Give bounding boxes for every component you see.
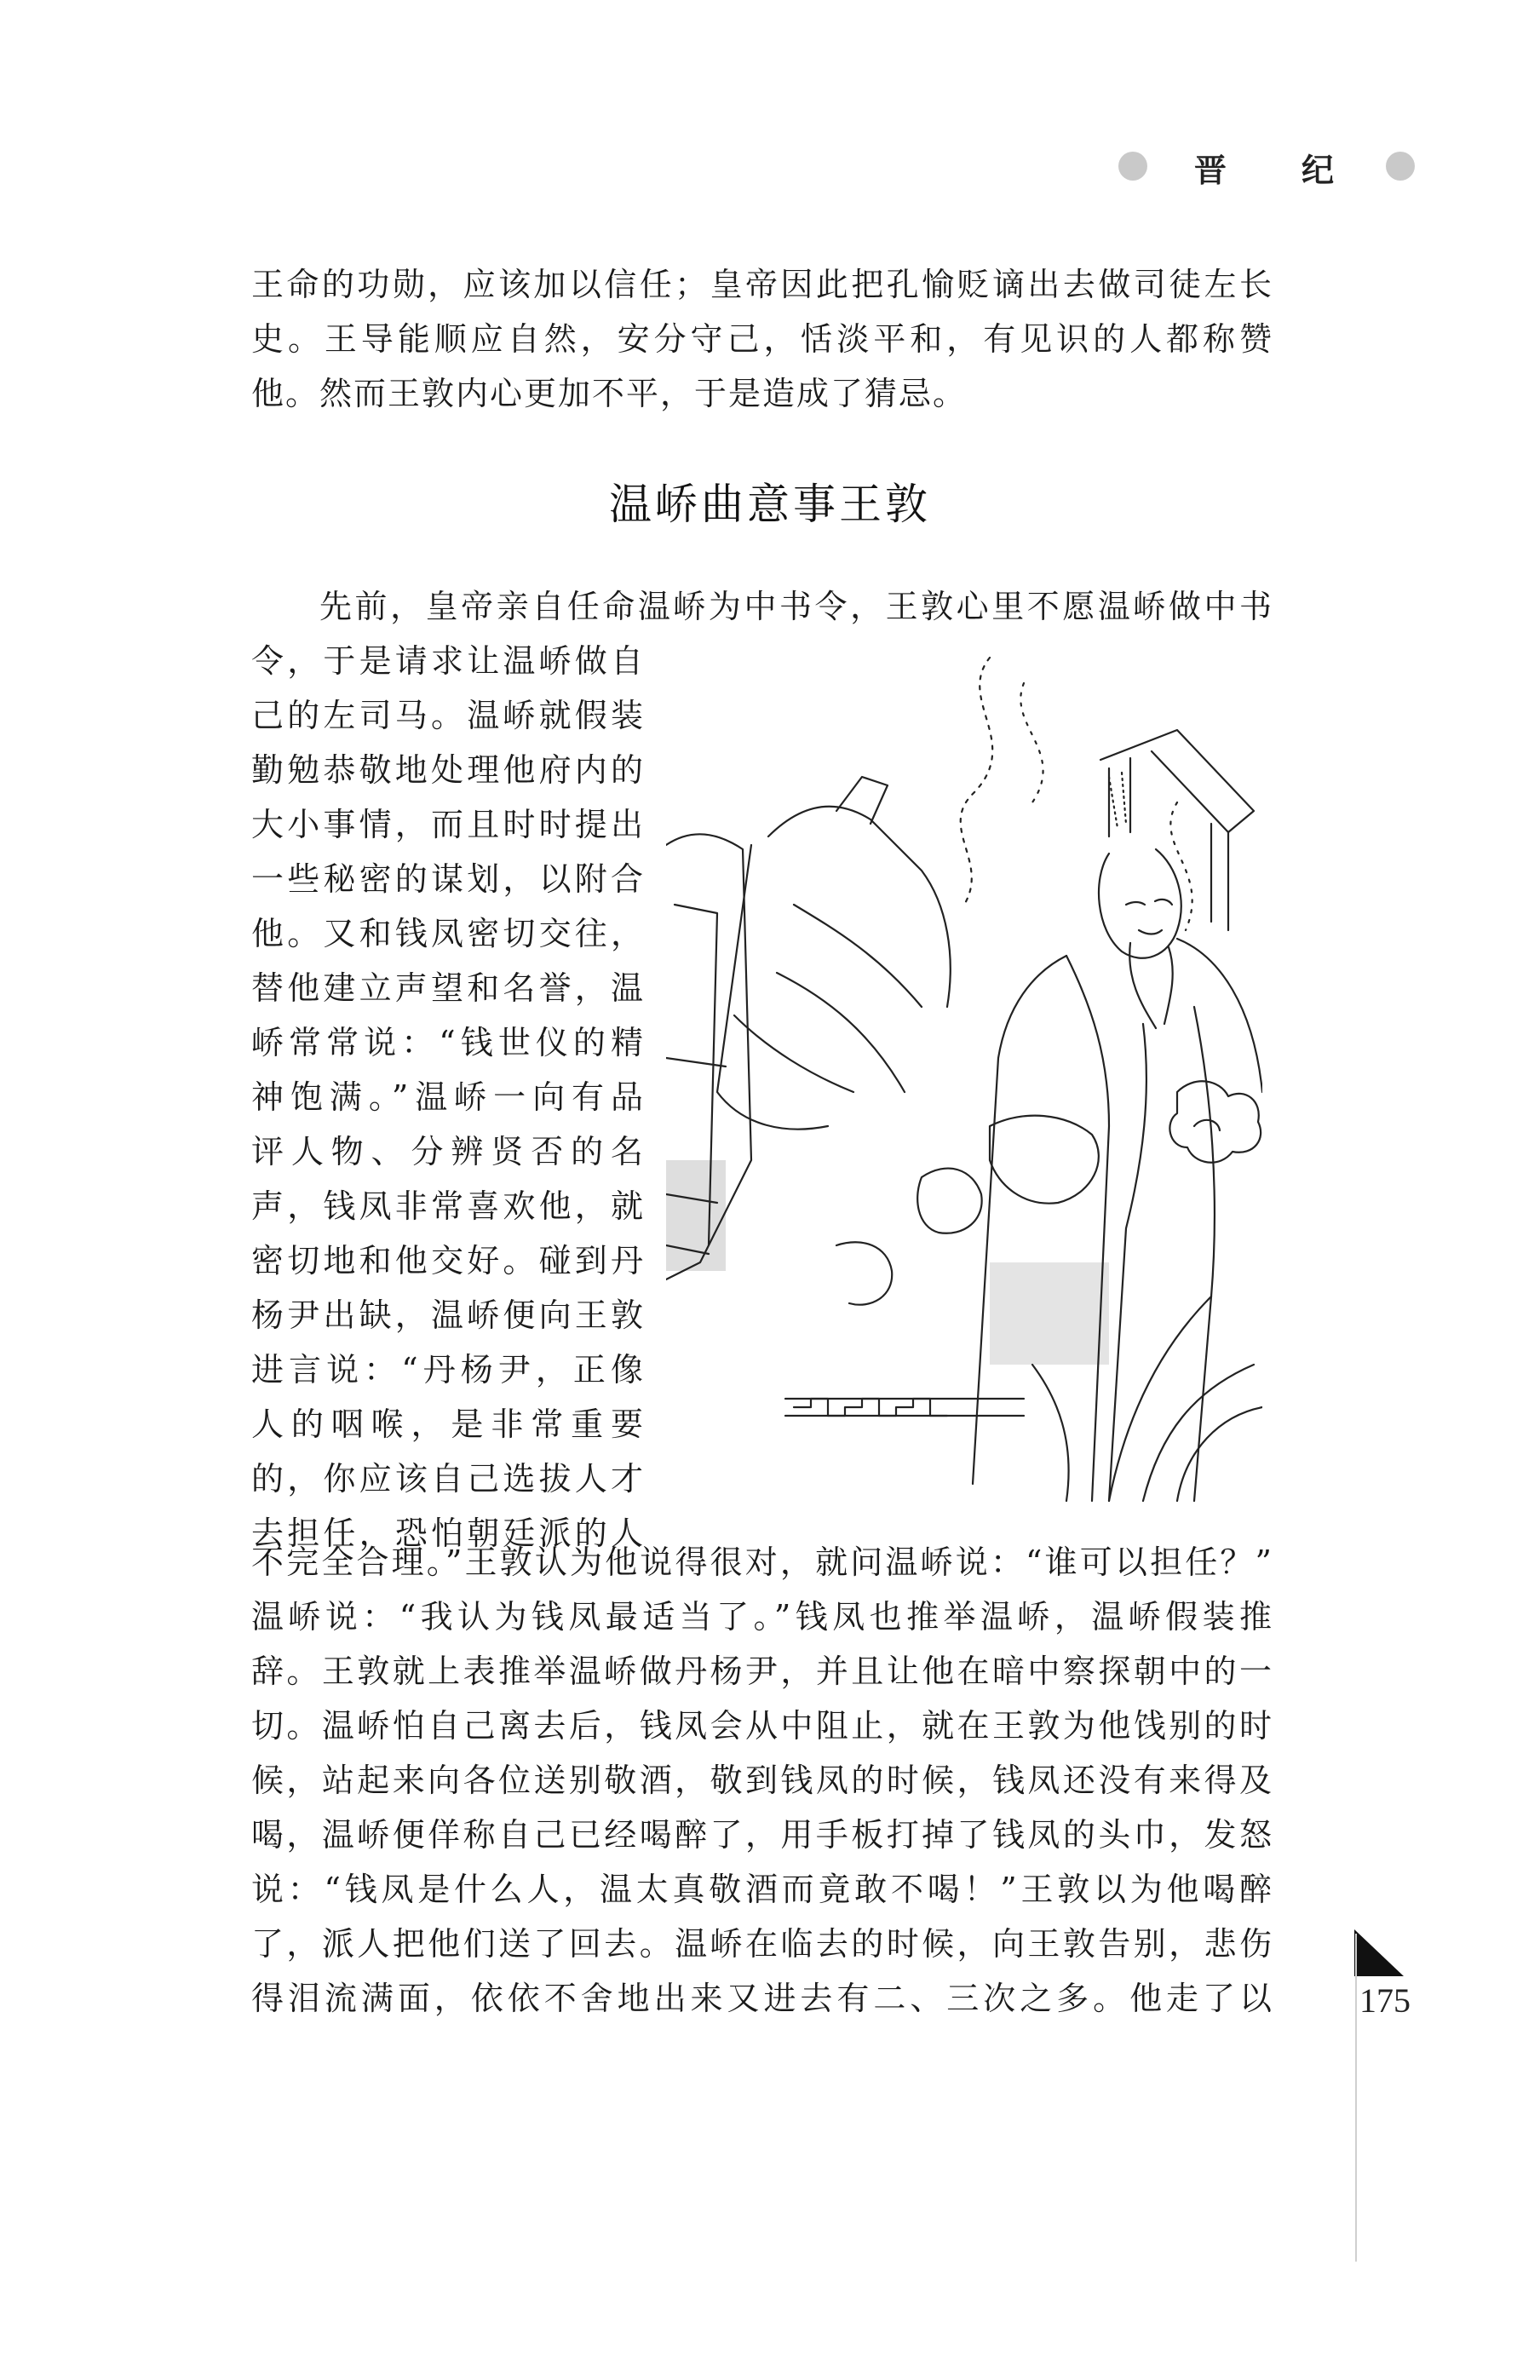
body-line: 候，站起来向各位送别敬酒，敬到钱凤的时候，钱凤还没有来得及: [251, 1762, 1273, 1799]
body-line: 喝，温峤便佯称自己已经喝醉了，用手板打掉了钱凤的头巾，发怒: [251, 1816, 1273, 1854]
wrap-line: 去担任，恐怕朝廷派的人: [251, 1515, 645, 1552]
wrap-line: 神饱满。”温峤一向有品: [251, 1078, 645, 1116]
figure-illustration: [666, 649, 1262, 1509]
body-line: 得泪流满面，依依不舍地出来又进去有二、三次之多。他走了以: [251, 1980, 1273, 2017]
continuation-paragraph: [251, 1535, 1273, 2026]
header-title-char-2: 纪: [1302, 151, 1335, 189]
page-corner-triangle: [1354, 1929, 1404, 1976]
intro-line: 史。王导能顺应自然，安分守己，恬淡平和，有见识的人都称赞: [251, 320, 1273, 358]
header-dot-right: [1386, 152, 1415, 181]
page-edge-rule: [1355, 1934, 1357, 2262]
wrap-line: 密切地和他交好。碰到丹: [251, 1242, 645, 1279]
wrap-line: 的，你应该自己选拔人才: [251, 1460, 645, 1498]
body-line: 不完全合理。”王敦认为他说得很对，就问温峤说：“谁可以担任？”: [251, 1544, 1273, 1581]
wrap-line: 他。又和钱凤密切交往，: [251, 915, 645, 952]
wrap-line: 替他建立声望和名誉，温: [251, 969, 645, 1007]
wrap-line: 峤常常说：“钱世仪的精: [251, 1024, 645, 1061]
wrap-line: 进言说：“丹杨尹，正像: [251, 1351, 645, 1388]
wrap-line: 声，钱凤非常喜欢他，就: [251, 1187, 645, 1225]
lead-paragraph: [251, 579, 1273, 634]
header-dot-left: [1118, 152, 1147, 181]
wrapped-column: [251, 634, 645, 1561]
wrap-line: 杨尹出缺，温峤便向王敦: [251, 1296, 645, 1334]
body-line: 辞。王敦就上表推举温峤做丹杨尹，并且让他在暗中察探朝中的一: [251, 1653, 1273, 1690]
wrap-line: 勤勉恭敬地处理他府内的: [251, 751, 645, 789]
intro-line: 王命的功勋，应该加以信任；皇帝因此把孔愉贬谪出去做司徒左长: [251, 266, 1273, 303]
intro-line: 他。然而王敦内心更加不平，于是造成了猜忌。: [251, 375, 968, 412]
wrap-line: 一些秘密的谋划，以附合: [251, 860, 645, 898]
wrap-line: 评人物、分辨贤否的名: [251, 1133, 645, 1170]
wrap-line: 大小事情，而且时时提出: [251, 806, 645, 843]
page-number: 175: [1359, 1981, 1411, 2020]
wrap-line: 人的咽喉，是非常重要: [251, 1406, 645, 1443]
header-title-char-1: 晋: [1194, 151, 1227, 189]
body-line: 切。温峤怕自己离去后，钱凤会从中阻止，就在王敦为他饯别的时: [251, 1707, 1273, 1745]
section-title: 温峤曲意事王敦: [609, 480, 931, 529]
lead-line: 先前，皇帝亲自任命温峤为中书令，王敦心里不愿温峤做中书: [319, 588, 1273, 625]
body-line: 说：“钱凤是什么人，温太真敬酒而竟敢不喝！”王敦以为他喝醉: [251, 1871, 1273, 1908]
intro-paragraph: [251, 257, 1273, 421]
wrap-line: 令，于是请求让温峤做自: [251, 642, 645, 680]
body-line: 了，派人把他们送了回去。温峤在临去的时候，向王敦告别，悲伤: [251, 1925, 1273, 1963]
wrap-line: 己的左司马。温峤就假装: [251, 697, 645, 734]
body-line: 温峤说：“我认为钱凤最适当了。”钱凤也推举温峤，温峤假装推: [251, 1598, 1273, 1636]
